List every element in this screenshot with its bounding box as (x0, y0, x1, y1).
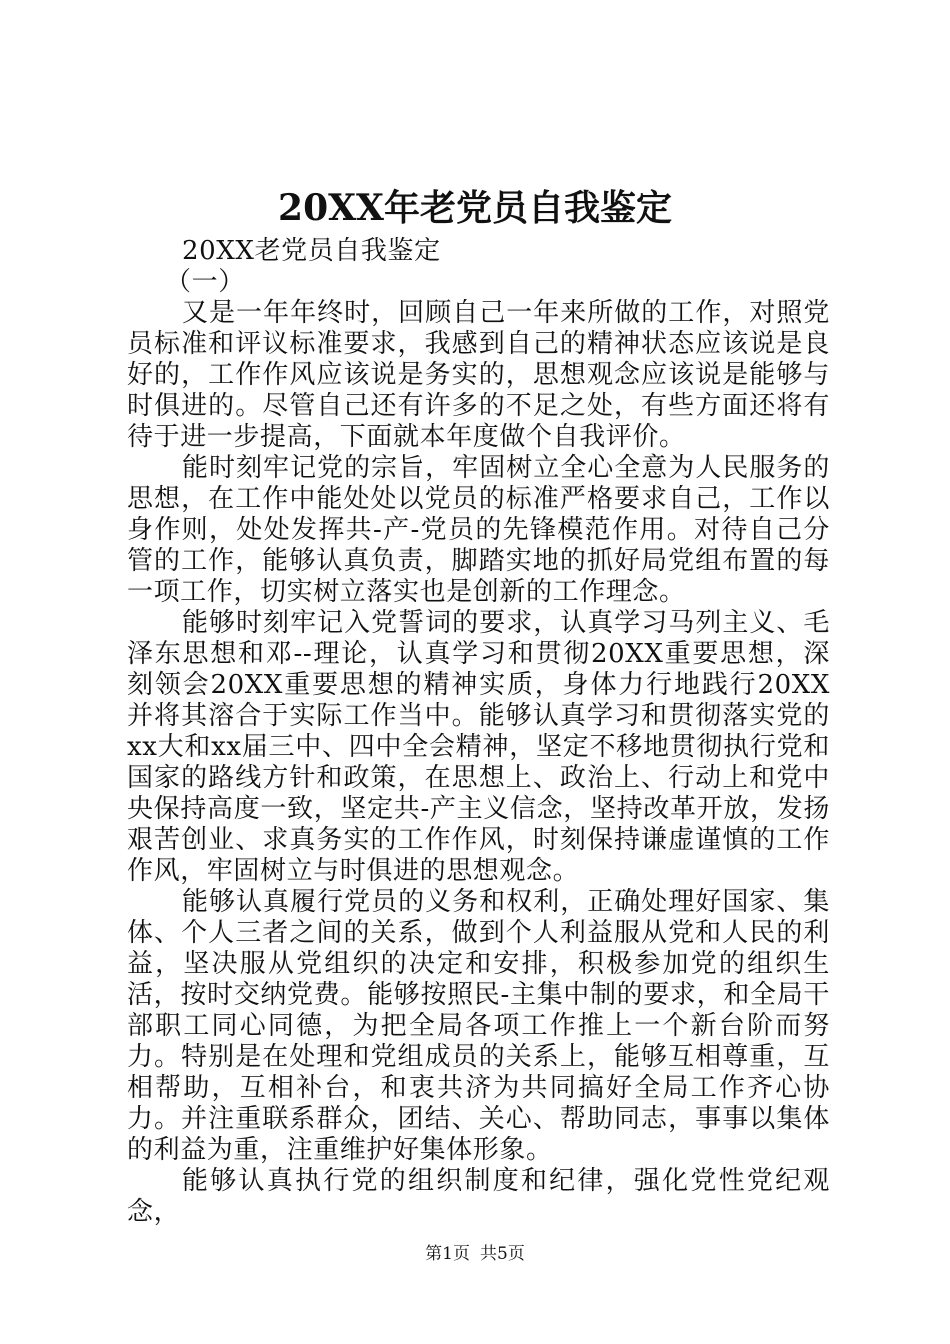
document-subtitle: 20XX老党员自我鉴定 (182, 236, 441, 266)
paragraph-1: 又是一年年终时，回顾自己一年来所做的工作，对照党员标准和评议标准要求，我感到自己的精神状态应该说是良好的，工作作风应该说是务实的，思想观念应该说是能够与时俱进的。尽管自己还有许多的不足之处，有些方面还将有待于进一步提高，下面就本年度做个自我评价。 (127, 298, 830, 452)
paragraph-2: 能时刻牢记党的宗旨，牢固树立全心全意为人民服务的思想，在工作中能处处以党员的标准严格要求自己，工作以身作则，处处发挥共-产-党员的先锋模范作用。对待自己分管的工作，能够认真负责，脚踏实地的抓好局党组布置的每一项工作，切实树立落实也是创新的工作理念。 (127, 453, 830, 607)
paragraph-3: 能够时刻牢记入党誓词的要求，认真学习马列主义、毛泽东思想和邓--理论，认真学习和贯彻20XX重要思想，深刻领会20XX重要思想的精神实质，身体力行地践行20XX并将其溶合于实际工作当中。能够认真学习和贯彻落实党的xx大和xx届三中、四中全会精神，坚定不移地贯彻执行党和国家的路线方针和政策，在思想上、政治上、行动上和党中央保持高度一致，坚定共-产主义信念，坚持改革开放，发扬艰苦创业、求真务实的工作作风，时刻保持谦虚谨慎的工作作风，牢固树立与时俱进的思想观念。 (127, 608, 830, 886)
document-title: 20XX年老党员自我鉴定 (278, 187, 672, 229)
paragraph-5: 能够认真执行党的组织制度和纪律，强化党性党纪观念， (127, 1166, 830, 1227)
section-label: （一） (165, 267, 245, 297)
page-footer (0, 1242, 950, 1266)
page-total: 共5页 (480, 1244, 525, 1264)
page-number: 第1页 (425, 1244, 470, 1264)
paragraph-4: 能够认真履行党员的义务和权利，正确处理好国家、集体、个人三者之间的关系，做到个人利益服从党和人民的利益，坚决服从党组织的决定和安排，积极参加党的组织生活，按时交纳党费。能够按照民-主集中制的要求，和全局干部职工同心同德，为把全局各项工作推上一个新台阶而努力。特别是在处理和党组成员的关系上，能够互相尊重，互相帮助，互相补台，和衷共济为共同搞好全局工作齐心协力。并注重联系群众，团结、关心、帮助同志，事事以集体的利益为重，注重维护好集体形象。 (127, 887, 830, 1165)
document-body (127, 236, 830, 1228)
